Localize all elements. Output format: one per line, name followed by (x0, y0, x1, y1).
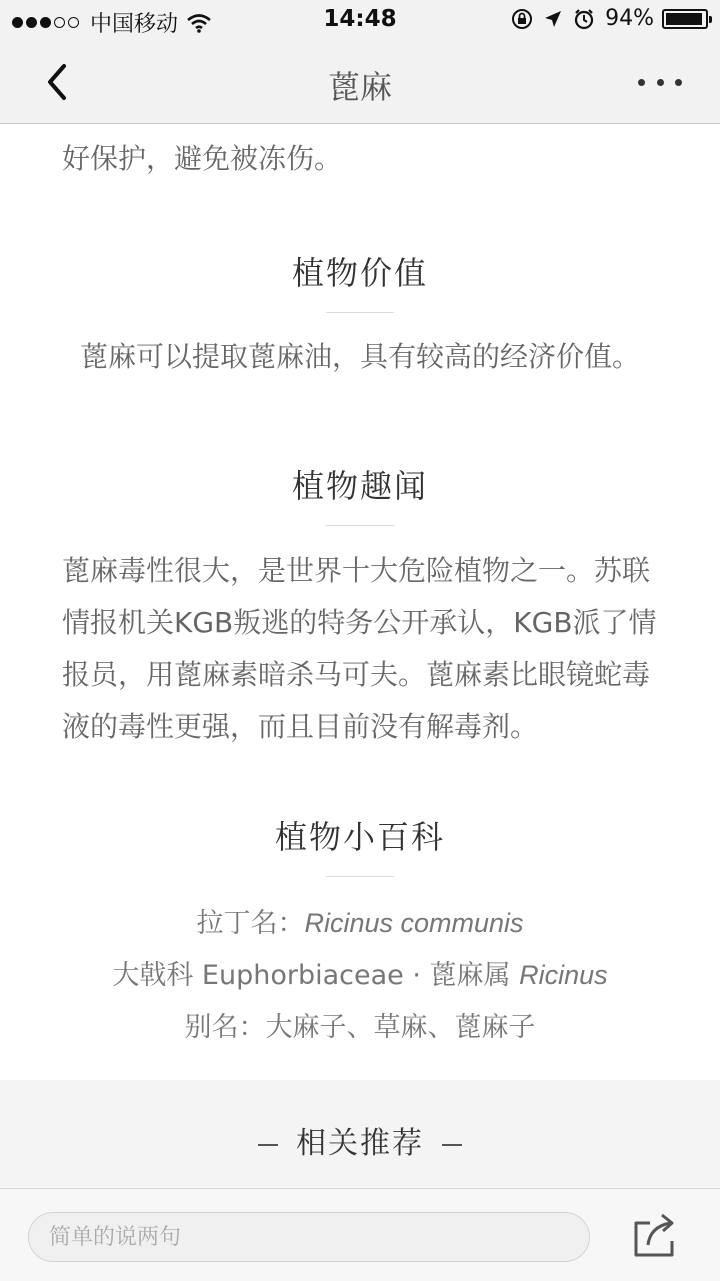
trivia-section-text: 蓖麻毒性很大，是世界十大危险植物之一。苏联情报机关KGB叛逃的特务公开承认，KGB派了情报员，用蓖麻素暗杀马可夫。蓖麻素比眼镜蛇毒液的毒性更强，而且目前没有解毒剂。 (62, 554, 657, 743)
battery-percent: 94% (605, 6, 654, 31)
value-section-text: 蓖麻可以提取蓖麻油，具有较高的经济价值。 (79, 340, 640, 373)
rotation-lock-icon (511, 8, 533, 30)
family-text: 大戟科 Euphorbiaceae · 蓖麻属 (112, 960, 520, 991)
article-content (0, 125, 720, 1080)
share-button[interactable] (630, 1209, 680, 1261)
carrier-name: 中国移动 (90, 12, 179, 37)
navigation-bar (0, 40, 720, 124)
latin-name-line (0, 901, 720, 940)
section-divider (326, 876, 394, 877)
related-label: 相关推荐 (296, 1126, 424, 1161)
divider-dash (258, 1144, 278, 1146)
more-button[interactable] (638, 70, 682, 94)
trivia-section-title: 植物趣闻 (291, 467, 428, 505)
comment-input[interactable]: 简单的说两句 (28, 1212, 590, 1262)
intro-tail-text: 好保护，避免被冻伤。 (62, 142, 343, 175)
comment-bar (0, 1188, 720, 1281)
clock: 14:48 (323, 6, 397, 32)
page-title: 蓖麻 (327, 68, 392, 106)
related-recommendations (0, 1080, 720, 1188)
alarm-icon (573, 8, 595, 30)
more-horizontal-icon (638, 79, 645, 86)
encyclopedia-section-title: 植物小百科 (274, 818, 445, 856)
latin-name-label: 拉丁名： (196, 908, 305, 939)
share-icon (630, 1209, 680, 1261)
related-heading (0, 1118, 720, 1162)
alias-line: 别名：大麻子、草麻、蓖麻子 (184, 1012, 536, 1043)
genus-latin: Ricinus (519, 960, 608, 990)
family-genus-line (0, 953, 720, 992)
location-arrow-icon (543, 9, 563, 29)
status-bar (0, 0, 720, 40)
section-divider (326, 525, 394, 526)
value-section-title: 植物价值 (291, 254, 428, 292)
battery-icon (662, 9, 708, 29)
divider-dash (442, 1144, 462, 1146)
status-indicators (501, 6, 708, 31)
section-divider (326, 312, 394, 313)
latin-name-value: Ricinus communis (304, 908, 524, 938)
